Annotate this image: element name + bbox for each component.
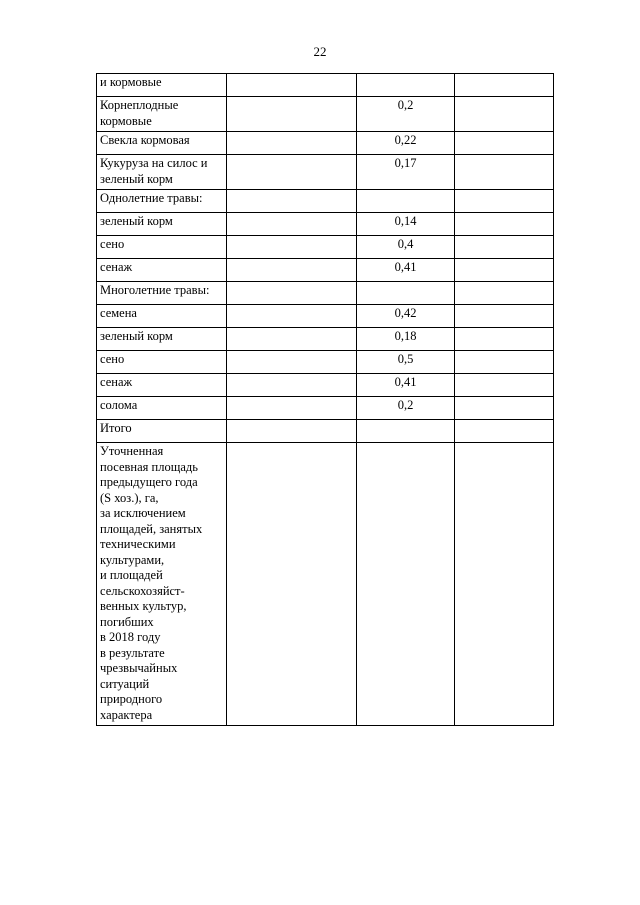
table-row bbox=[97, 351, 554, 374]
coefficient-cell bbox=[357, 190, 455, 213]
coefficient-cell bbox=[357, 74, 455, 97]
coefficient-cell: 0,2 bbox=[357, 397, 455, 420]
description-line: (S хоз.), га, bbox=[100, 490, 159, 505]
table-row bbox=[97, 420, 554, 443]
empty-cell bbox=[455, 443, 554, 726]
empty-cell bbox=[357, 443, 455, 726]
empty-cell bbox=[455, 132, 554, 155]
table-row bbox=[97, 236, 554, 259]
coefficient-cell: 0,41 bbox=[357, 374, 455, 397]
empty-cell bbox=[227, 305, 357, 328]
table-row bbox=[97, 74, 554, 97]
description-line: погибших bbox=[100, 614, 154, 629]
description-line: сельскохозяйст- bbox=[100, 583, 185, 598]
crop-name-cell: Многолетние травы: bbox=[97, 282, 227, 305]
crop-name-cell: сенаж bbox=[97, 374, 227, 397]
crop-name-cell: Корнеплодные кормовые bbox=[97, 97, 227, 132]
empty-cell bbox=[455, 305, 554, 328]
empty-cell bbox=[455, 374, 554, 397]
empty-cell bbox=[227, 97, 357, 132]
crop-name-cell: семена bbox=[97, 305, 227, 328]
empty-cell bbox=[455, 190, 554, 213]
description-line: характера bbox=[100, 707, 153, 722]
description-line: посевная площадь bbox=[100, 459, 198, 474]
table-row bbox=[97, 213, 554, 236]
description-line: площадей, занятых bbox=[100, 521, 203, 536]
empty-cell bbox=[227, 213, 357, 236]
empty-cell bbox=[227, 132, 357, 155]
table-row bbox=[97, 328, 554, 351]
description-line: в 2018 году bbox=[100, 630, 161, 644]
empty-cell bbox=[227, 351, 357, 374]
empty-cell bbox=[227, 155, 357, 190]
empty-cell bbox=[455, 397, 554, 420]
empty-cell bbox=[227, 397, 357, 420]
crop-name-cell: и кормовые bbox=[97, 74, 227, 97]
empty-cell bbox=[455, 213, 554, 236]
empty-cell bbox=[455, 97, 554, 132]
empty-cell bbox=[227, 259, 357, 282]
table-row bbox=[97, 374, 554, 397]
crop-name-cell: Свекла кормовая bbox=[97, 132, 227, 155]
description-line: в результате bbox=[100, 645, 165, 660]
empty-cell bbox=[227, 282, 357, 305]
description-line: природного bbox=[100, 692, 163, 706]
coefficient-cell: 0,14 bbox=[357, 213, 455, 236]
empty-cell bbox=[455, 328, 554, 351]
coefficient-cell bbox=[357, 282, 455, 305]
description-line: техническими bbox=[100, 537, 176, 551]
empty-cell bbox=[455, 351, 554, 374]
table-row bbox=[97, 259, 554, 282]
empty-cell bbox=[227, 236, 357, 259]
empty-cell bbox=[227, 328, 357, 351]
crop-coefficient-table bbox=[96, 73, 554, 726]
crop-name-cell: зеленый корм bbox=[97, 213, 227, 236]
table-row-sown-area bbox=[97, 443, 554, 726]
coefficient-cell: 0,2 bbox=[357, 97, 455, 132]
description-line: чрезвычайных bbox=[100, 661, 178, 675]
sown-area-description-cell bbox=[97, 443, 227, 726]
crop-name-cell: Однолетние травы: bbox=[97, 190, 227, 213]
empty-cell bbox=[455, 282, 554, 305]
empty-cell bbox=[455, 420, 554, 443]
crop-name-cell: сено bbox=[97, 351, 227, 374]
empty-cell bbox=[227, 443, 357, 726]
table-row bbox=[97, 132, 554, 155]
table-body bbox=[97, 74, 554, 726]
table-row bbox=[97, 305, 554, 328]
coefficient-cell: 0,41 bbox=[357, 259, 455, 282]
description-line: за исключением bbox=[100, 506, 186, 520]
description-line: ситуаций bbox=[100, 676, 150, 691]
description-line: культурами, bbox=[100, 552, 165, 567]
empty-cell bbox=[227, 420, 357, 443]
table-row bbox=[97, 155, 554, 190]
table-row bbox=[97, 397, 554, 420]
table-row bbox=[97, 97, 554, 132]
crop-name-cell: зеленый корм bbox=[97, 328, 227, 351]
crop-name-cell: Кукуруза на силос и зеленый корм bbox=[97, 155, 227, 190]
table-row bbox=[97, 282, 554, 305]
coefficient-cell: 0,22 bbox=[357, 132, 455, 155]
empty-cell bbox=[455, 74, 554, 97]
crop-name-cell: сенаж bbox=[97, 259, 227, 282]
description-line: предыдущего года bbox=[100, 475, 198, 489]
table-row bbox=[97, 190, 554, 213]
crop-name-cell: солома bbox=[97, 397, 227, 420]
crop-name-cell: сено bbox=[97, 236, 227, 259]
empty-cell bbox=[227, 374, 357, 397]
coefficient-cell bbox=[357, 420, 455, 443]
coefficient-cell: 0,42 bbox=[357, 305, 455, 328]
empty-cell bbox=[455, 236, 554, 259]
empty-cell bbox=[227, 190, 357, 213]
description-line: венных культур, bbox=[100, 599, 187, 613]
coefficient-cell: 0,4 bbox=[357, 236, 455, 259]
crop-name-cell: Итого bbox=[97, 420, 227, 443]
coefficient-cell: 0,18 bbox=[357, 328, 455, 351]
description-line: Уточненная bbox=[100, 444, 164, 458]
coefficient-cell: 0,17 bbox=[357, 155, 455, 190]
empty-cell bbox=[455, 259, 554, 282]
coefficient-cell: 0,5 bbox=[357, 351, 455, 374]
page-number: 22 bbox=[313, 44, 327, 59]
empty-cell bbox=[227, 74, 357, 97]
description-line: и площадей bbox=[100, 568, 163, 582]
empty-cell bbox=[455, 155, 554, 190]
